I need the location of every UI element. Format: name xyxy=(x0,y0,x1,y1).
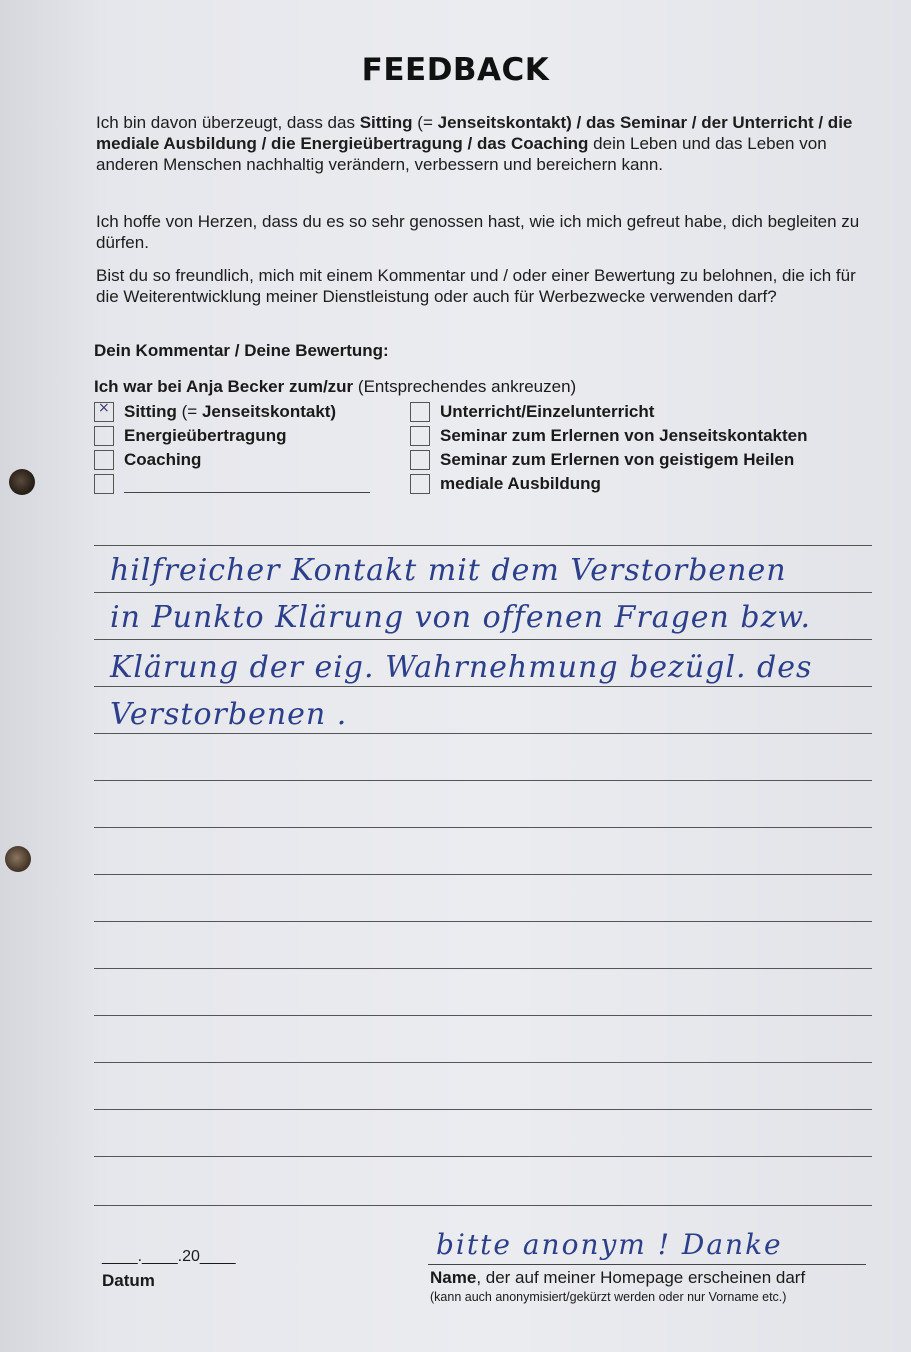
checkbox-energieuebertragung[interactable] xyxy=(94,426,114,446)
checkbox-unterricht[interactable] xyxy=(410,402,430,422)
option-mediale-ausbildung[interactable] xyxy=(410,472,601,496)
name-label-bold: Name xyxy=(430,1268,477,1287)
punch-hole-bottom xyxy=(5,846,31,872)
option-sitting[interactable] xyxy=(94,400,336,424)
attendance-heading-note: (Entsprechendes ankreuzen) xyxy=(353,377,577,396)
option-label: Coaching xyxy=(124,450,202,469)
ruled-line xyxy=(94,1015,872,1016)
attendance-heading xyxy=(94,377,576,397)
handwritten-line-3: Klärung der eig. Wahrnehmung bezügl. des xyxy=(110,650,813,685)
option-seminar-heilen[interactable] xyxy=(410,448,794,472)
checkbox-other[interactable] xyxy=(94,474,114,494)
option-seminar-jenseitskontakte[interactable] xyxy=(410,424,808,448)
ruled-line xyxy=(94,1062,872,1063)
ruled-line xyxy=(94,780,872,781)
intro-paragraph-1 xyxy=(96,112,866,175)
option-coaching[interactable] xyxy=(94,448,201,472)
option-energieuebertragung[interactable] xyxy=(94,424,286,448)
name-note: (kann auch anonymisiert/gekürzt werden oder nur Vorname etc.) xyxy=(430,1290,787,1304)
punch-hole-top xyxy=(9,469,35,495)
form-title: FEEDBACK xyxy=(361,52,550,88)
option-label: Seminar zum Erlernen von Jenseitskontakten xyxy=(440,426,808,445)
ruled-line xyxy=(94,733,872,734)
option-label: (= xyxy=(176,402,202,421)
option-label: Unterricht/Einzelunterricht xyxy=(440,402,655,421)
check-mark-icon: × xyxy=(98,400,110,416)
ruled-line xyxy=(94,1109,872,1110)
option-label: Jenseitskontakt) xyxy=(201,402,337,421)
checkbox-mediale-ausbildung[interactable] xyxy=(410,474,430,494)
intro-text: Ich bin davon überzeugt, dass das xyxy=(96,113,360,132)
checkbox-coaching[interactable] xyxy=(94,450,114,470)
option-label: mediale Ausbildung xyxy=(440,474,601,493)
name-label xyxy=(430,1268,805,1288)
option-label: Sitting xyxy=(124,402,177,421)
option-unterricht[interactable] xyxy=(410,400,654,424)
date-field[interactable]: ____.____.20____ xyxy=(102,1248,236,1265)
date-label: Datum xyxy=(102,1271,155,1290)
intro-text: dein Leben und das Leben von anderen Menschen nachhaltig verändern, verbessern und bereichern kann. xyxy=(96,134,827,174)
intro-sitting: Sitting xyxy=(359,113,413,132)
ruled-line xyxy=(94,921,872,922)
ruled-line xyxy=(94,1205,872,1206)
ruled-line xyxy=(94,874,872,875)
intro-paragraph-3: Bist du so freundlich, mich mit einem Kommentar und / oder einer Bewertung zu belohnen, die ich für die Weiterentwicklung meiner Dienstleistung oder auch für Werbezwecke verwenden darf? xyxy=(96,266,856,306)
intro-paragraph-2: Ich hoffe von Herzen, dass du es so sehr genossen hast, wie ich mich gefreut habe, dich begleiten zu dürfen. xyxy=(96,212,860,252)
checkbox-sitting[interactable] xyxy=(94,402,114,422)
checkbox-seminar-jenseitskontakte[interactable] xyxy=(410,426,430,446)
name-label-rest: , der auf meiner Homepage erscheinen darf xyxy=(476,1268,806,1287)
ruled-line xyxy=(94,1156,872,1157)
ruled-line xyxy=(94,592,872,593)
option-label: Seminar zum Erlernen von geistigem Heilen xyxy=(440,450,795,469)
ruled-line xyxy=(94,639,872,640)
other-blank-line[interactable] xyxy=(124,476,370,493)
handwritten-line-4: Verstorbenen . xyxy=(110,697,348,732)
name-field-line[interactable] xyxy=(428,1264,866,1265)
intro-text: (= xyxy=(412,113,438,132)
comment-heading: Dein Kommentar / Deine Bewertung: xyxy=(94,341,389,360)
handwritten-line-2: in Punkto Klärung von offenen Fragen bzw. xyxy=(110,600,812,635)
attendance-heading-bold: Ich war bei Anja Becker zum/zur xyxy=(94,377,354,396)
checkbox-seminar-heilen[interactable] xyxy=(410,450,430,470)
option-label: Energieübertragung xyxy=(124,426,287,445)
intro-services: Jenseitskontakt) / das Seminar / der Unterricht / die mediale Ausbildung / die Energieübertragung / das Coaching xyxy=(96,113,853,153)
handwritten-line-1: hilfreicher Kontakt mit dem Verstorbenen xyxy=(110,553,787,588)
handwritten-signature: bitte anonym ! Danke xyxy=(436,1228,783,1261)
ruled-line xyxy=(94,827,872,828)
ruled-line xyxy=(94,545,872,546)
option-other[interactable] xyxy=(94,472,370,496)
ruled-line xyxy=(94,968,872,969)
ruled-line xyxy=(94,686,872,687)
